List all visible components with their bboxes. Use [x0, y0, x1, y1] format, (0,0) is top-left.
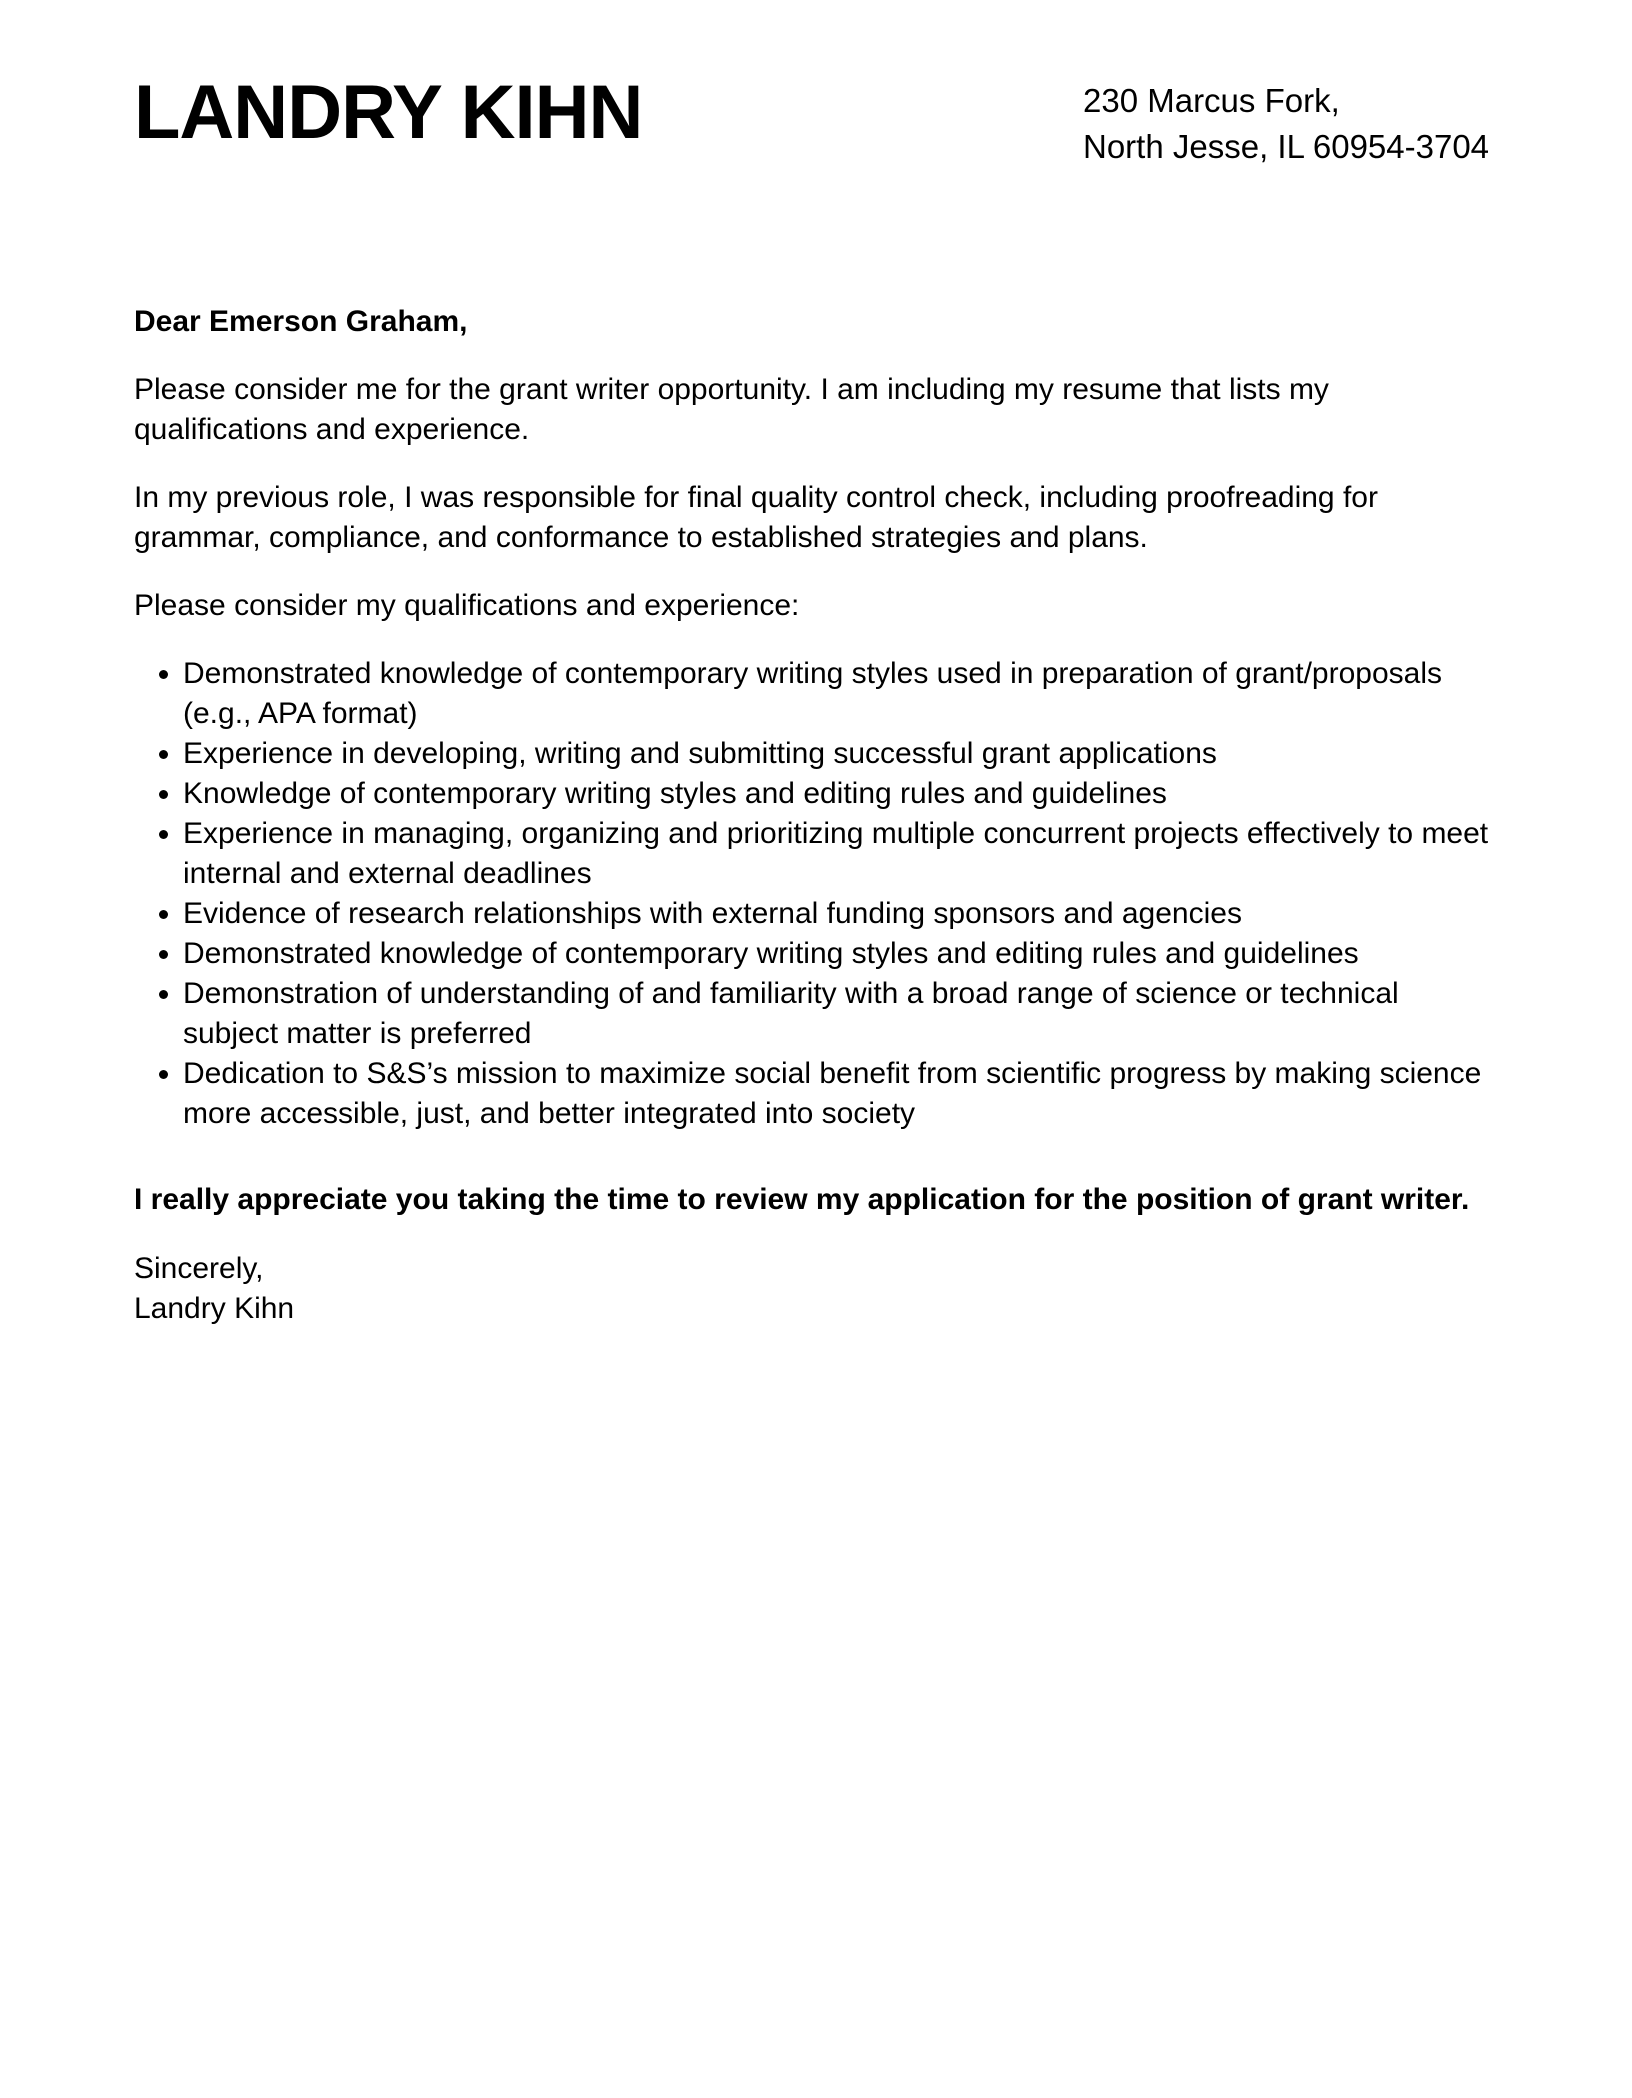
qualification-item: • Experience in developing, writing and submitting successful grant applications	[183, 734, 1498, 774]
signoff: Sincerely,	[134, 1252, 264, 1285]
qualification-item: • Evidence of research relationships with external funding sponsors and agencies	[183, 894, 1498, 934]
qualification-item: • Dedication to S&S’s mission to maximize social benefit from scientific progress by making science more accessible, just, and better integrated into society	[183, 1054, 1498, 1134]
address-block	[1083, 78, 1498, 170]
closing-statement: I really appreciate you taking the time to review my application for the position of grant writer.	[134, 1183, 1470, 1216]
signoff-block	[134, 1249, 1498, 1329]
intro-paragraph: Please consider me for the grant writer opportunity. I am including my resume that lists my qualifications and experience.	[134, 373, 1329, 446]
address-line-2: North Jesse, IL 60954-3704	[1083, 128, 1490, 165]
letter-header	[134, 70, 1498, 170]
qualification-item: • Demonstrated knowledge of contemporary writing styles and editing rules and guidelines	[183, 934, 1498, 974]
qualification-item: • Demonstration of understanding of and familiarity with a broad range of science or technical subject matter is preferred	[183, 974, 1498, 1054]
letter-body	[134, 302, 1498, 1329]
address-line-1: 230 Marcus Fork,	[1083, 82, 1340, 119]
qualification-item: • Experience in managing, organizing and prioritizing multiple concurrent projects effectively to meet internal and external deadlines	[183, 814, 1498, 894]
qualifications-list	[134, 654, 1498, 1134]
qualifications-intro: Please consider my qualifications and experience:	[134, 589, 800, 622]
previous-role-paragraph: In my previous role, I was responsible for final quality control check, including proofreading for grammar, compliance, and conformance to established strategies and plans.	[134, 481, 1378, 554]
qualification-item: • Knowledge of contemporary writing styles and editing rules and guidelines	[183, 774, 1498, 814]
qualification-item: • Demonstrated knowledge of contemporary writing styles used in preparation of grant/proposals (e.g., APA format)	[183, 654, 1498, 734]
signature-name: Landry Kihn	[134, 1292, 295, 1325]
applicant-name: LANDRY KIHN	[134, 70, 643, 155]
salutation: Dear Emerson Graham,	[134, 305, 468, 338]
